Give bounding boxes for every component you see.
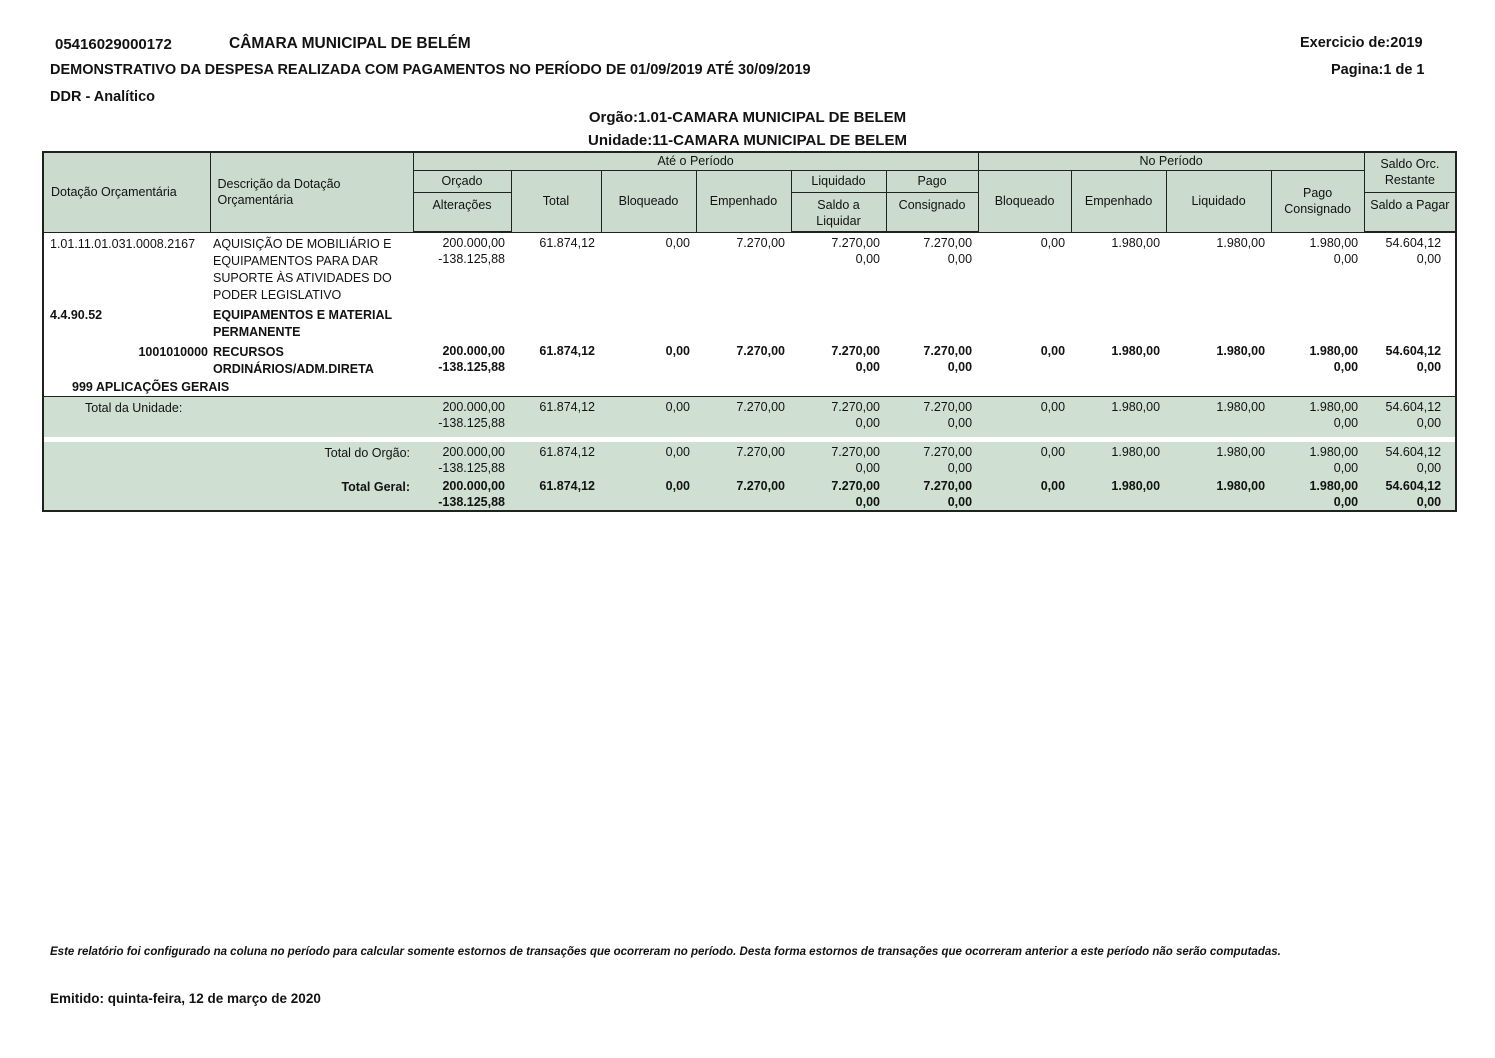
cell-empenhado: [696, 397, 791, 437]
description-line: EQUIPAMENTOS PARA DAR: [213, 253, 379, 268]
amount-line: 0,00: [665, 235, 690, 250]
amount-line: 7.270,00: [923, 478, 973, 493]
cell-liquidado: [791, 397, 886, 437]
description-line: AQUISIÇÃO DE MOBILIÁRIO E: [213, 236, 392, 251]
amount-line: 200.000,00: [442, 236, 505, 250]
page-number: Pagina:1 de 1: [1331, 62, 1425, 78]
amount-line: [696, 460, 785, 476]
cell-bloqueado: [601, 442, 696, 476]
description-line: ORDINÁRIOS/ADM.DIRETA: [213, 361, 374, 376]
amount-line: [1071, 359, 1160, 375]
cell-orcado: [413, 442, 511, 476]
amount-line: [601, 251, 690, 267]
amount-line: 200.000,00: [442, 400, 505, 414]
amount-line: 1.980,00: [1216, 343, 1266, 358]
amount-line: 1.980,00: [1216, 478, 1266, 493]
amount-line: 7.270,00: [831, 400, 880, 414]
cell-pago: [886, 476, 978, 511]
np-pago-line1: Pago: [1303, 186, 1333, 200]
cell-saldo: [1364, 397, 1456, 437]
description-line: SUPORTE ÀS ATIVIDADES DO: [213, 270, 392, 285]
amount-line: 0,00: [947, 252, 973, 266]
amount-line: 200.000,00: [442, 444, 505, 459]
amount-line: 7.270,00: [831, 444, 880, 459]
report-table: [42, 151, 1457, 512]
cell-np-liquidado: [1166, 476, 1271, 511]
amount-line: 0,00: [1416, 416, 1442, 430]
amount-line: 1.980,00: [1111, 478, 1161, 493]
amount-line: 61.874,12: [539, 235, 595, 250]
amount-line: [511, 494, 595, 510]
cell-total: [511, 442, 601, 476]
amount-line: 7.270,00: [923, 444, 973, 459]
col-header-total: Total: [511, 170, 601, 232]
amount-line: [696, 359, 785, 375]
col-header-np-liquidado: Liquidado: [1166, 170, 1271, 232]
unidade-line: Unidade:11-CAMARA MUNICIPAL DE BELEM: [588, 132, 907, 149]
cell-np-bloqueado: [978, 476, 1071, 511]
cell-np-pago: [1271, 397, 1364, 437]
cell-bloqueado: [601, 476, 696, 511]
amount-line: 0,00: [855, 460, 880, 475]
description-line: RECURSOS: [213, 344, 284, 359]
cell-code: 1.01.11.01.031.0008.2167: [50, 236, 196, 251]
amount-line: 1.980,00: [1111, 235, 1161, 250]
col-header-alteracoes: Alterações: [413, 192, 511, 232]
exercise-label: Exercicio de:2019: [1300, 35, 1423, 51]
cell-code: 1001010000: [138, 344, 208, 359]
amount-line: 0,00: [665, 343, 690, 358]
amount-line: 0,00: [855, 494, 880, 509]
cell-total: [511, 397, 601, 437]
cell-liquidado: [791, 232, 886, 304]
cell-pago: [886, 341, 978, 378]
cell-empty: [413, 304, 1456, 341]
description-line: PODER LEGISLATIVO: [213, 287, 342, 302]
amount-line: [1071, 251, 1160, 267]
col-header-descricao: [210, 152, 413, 232]
cell-pago: [886, 442, 978, 476]
amount-line: 1.980,00: [1309, 444, 1359, 459]
amount-line: 0,00: [665, 400, 690, 414]
amount-line: [1166, 415, 1265, 431]
amount-line: [978, 415, 1065, 431]
amount-line: [978, 251, 1065, 267]
amount-line: [1166, 460, 1265, 476]
description-line: PERMANENTE: [213, 324, 301, 339]
amount-line: 1.980,00: [1216, 444, 1266, 459]
amount-line: 7.270,00: [923, 400, 973, 414]
cell-np-empenhado: [1071, 442, 1166, 476]
cell-pago: [886, 397, 978, 437]
amount-line: 0,00: [1333, 416, 1359, 430]
cell-saldo: [1364, 476, 1456, 511]
cell-empenhado: [696, 476, 791, 511]
total-unidade-label: Total da Unidade:: [43, 397, 413, 437]
cell-description: [210, 304, 413, 341]
col-header-saldo-a-pagar: Saldo a Pagar: [1364, 192, 1456, 232]
amount-line: 0,00: [1416, 494, 1442, 509]
amount-line: 1.980,00: [1216, 235, 1266, 250]
amount-line: 1.980,00: [1216, 400, 1266, 414]
amount-line: [511, 460, 595, 476]
amount-line: 0,00: [1333, 359, 1359, 374]
amount-line: 1.980,00: [1111, 444, 1161, 459]
table-row-natureza: [43, 304, 1456, 341]
amount-line: [601, 359, 690, 375]
amount-line: [696, 251, 785, 267]
amount-line: [696, 494, 785, 510]
amount-line: 0,00: [1040, 478, 1066, 493]
amount-line: 1.980,00: [1111, 400, 1161, 414]
col-header-descricao-line1: Descrição da Dotação: [217, 177, 341, 192]
amount-line: 0,00: [1416, 460, 1442, 475]
amount-line: -138.125,88: [438, 252, 505, 266]
cell-liquidado: [791, 442, 886, 476]
amount-line: 0,00: [947, 416, 973, 430]
cell-saldo: [1364, 442, 1456, 476]
cell-saldo: [1364, 341, 1456, 378]
col-header-np-bloqueado: Bloqueado: [978, 170, 1071, 232]
table-row-total-unidade: [43, 397, 1456, 437]
amount-line: [601, 494, 690, 510]
amount-line: 0,00: [1040, 444, 1066, 459]
group-header-ate-o-periodo: Até o Período: [413, 152, 978, 170]
table-body: [43, 232, 1456, 511]
description-line: EQUIPAMENTOS E MATERIAL: [213, 307, 393, 322]
amount-line: 0,00: [855, 359, 880, 374]
cell-empenhado: [696, 442, 791, 476]
col-header-saldo-a-liquidar: Saldo a Liquidar: [791, 192, 886, 232]
orgao-line: Orgão:1.01-CAMARA MUNICIPAL DE BELEM: [588, 109, 907, 126]
amount-line: 7.270,00: [736, 343, 785, 358]
cell-np-bloqueado: [978, 341, 1071, 378]
amount-line: [1166, 251, 1265, 267]
amount-line: 0,00: [1416, 359, 1442, 374]
amount-line: 0,00: [1040, 400, 1066, 414]
table-row-total-geral: [43, 476, 1456, 511]
cell-np-liquidado: [1166, 397, 1271, 437]
amount-line: 200.000,00: [442, 478, 505, 493]
cell-saldo: [1364, 232, 1456, 304]
amount-line: 7.270,00: [923, 236, 973, 250]
amount-line: 7.270,00: [736, 235, 785, 250]
col-header-np-empenhado: Empenhado: [1071, 170, 1166, 232]
cell-np-liquidado: [1166, 341, 1271, 378]
cell-np-empenhado: [1071, 476, 1166, 511]
amount-line: [1071, 415, 1160, 431]
amount-line: -138.125,88: [438, 359, 505, 374]
amount-line: [978, 359, 1065, 375]
amount-line: 1.980,00: [1309, 478, 1359, 493]
np-pago-line2: Consignado: [1284, 202, 1351, 216]
amount-line: [1166, 494, 1265, 510]
amount-line: [1071, 494, 1160, 510]
amount-line: [978, 460, 1065, 476]
amount-line: [696, 415, 785, 431]
cell-np-empenhado: [1071, 341, 1166, 378]
cell-total: [511, 341, 601, 378]
amount-line: 0,00: [855, 416, 880, 430]
cell-description: [210, 232, 413, 304]
col-header-saldo-orc-restante: [1364, 152, 1456, 192]
amount-line: 7.270,00: [736, 478, 785, 493]
amount-line: [1166, 359, 1265, 375]
amount-line: 54.604,12: [1385, 478, 1442, 493]
amount-line: 0,00: [1416, 252, 1442, 266]
amount-line: [511, 359, 595, 375]
cell-empenhado: [696, 341, 791, 378]
amount-line: 0,00: [947, 359, 973, 374]
amount-line: 7.270,00: [831, 343, 880, 358]
cell-liquidado: [791, 341, 886, 378]
amount-line: 54.604,12: [1385, 236, 1442, 250]
cell-total: [511, 232, 601, 304]
col-header-empenhado: Empenhado: [696, 170, 791, 232]
cell-np-empenhado: [1071, 397, 1166, 437]
cell-np-pago: [1271, 476, 1364, 511]
amount-line: [978, 494, 1065, 510]
amount-line: 1.980,00: [1309, 400, 1359, 414]
saldo-line2: Restante: [1384, 173, 1435, 188]
cell-np-empenhado: [1071, 232, 1166, 304]
amount-line: 0,00: [947, 460, 973, 475]
amount-line: 54.604,12: [1385, 444, 1442, 459]
amount-line: 7.270,00: [923, 343, 973, 358]
cell-bloqueado: [601, 397, 696, 437]
table-row-fonte: [43, 341, 1456, 378]
cell-np-liquidado: [1166, 442, 1271, 476]
report-subtitle: DDR - Analítico: [50, 89, 155, 105]
amount-line: 0,00: [665, 478, 690, 493]
cell-pago: [886, 232, 978, 304]
amount-line: [601, 460, 690, 476]
amount-line: -138.125,88: [438, 460, 505, 475]
document-number: 05416029000172: [55, 36, 172, 53]
cell-np-liquidado: [1166, 232, 1271, 304]
amount-line: 0,00: [1333, 251, 1359, 266]
col-header-pago: Pago: [886, 170, 978, 192]
cell-description: [210, 341, 413, 378]
amount-line: 61.874,12: [539, 478, 595, 493]
amount-line: [601, 415, 690, 431]
cell-np-bloqueado: [978, 397, 1071, 437]
table-row-total-orgao: [43, 442, 1456, 476]
col-header-liquidado: Liquidado: [791, 170, 886, 192]
saldo-line1: Saldo Orc.: [1380, 157, 1440, 172]
amount-line: 7.270,00: [831, 478, 880, 493]
amount-line: 54.604,12: [1385, 343, 1442, 358]
col-header-np-pago-consignado: [1271, 170, 1364, 232]
amount-line: 7.270,00: [831, 236, 880, 250]
table-header: [43, 152, 1456, 232]
entity-name: CÂMARA MUNICIPAL DE BELÉM: [229, 35, 471, 52]
emitted-date: Emitido: quinta-feira, 12 de março de 2020: [50, 991, 321, 1006]
amount-line: -138.125,88: [438, 416, 505, 430]
amount-line: 0,00: [665, 444, 690, 459]
amount-line: -138.125,88: [438, 494, 505, 509]
cell-bloqueado: [601, 341, 696, 378]
amount-line: [511, 415, 595, 431]
amount-line: 0,00: [1333, 494, 1359, 509]
cell-liquidado: [791, 476, 886, 511]
cell-empty: [413, 378, 1456, 397]
cell-code: 4.4.90.52: [50, 307, 103, 322]
cell-bloqueado: [601, 232, 696, 304]
cell-orcado: [413, 341, 511, 378]
amount-line: [511, 251, 595, 267]
amount-line: [1071, 460, 1160, 476]
cell-orcado: [413, 476, 511, 511]
cell-np-bloqueado: [978, 232, 1071, 304]
cell-aplicacao-label: 999 APLICAÇÕES GERAIS: [72, 379, 230, 394]
cell-empenhado: [696, 232, 791, 304]
col-header-orcado: Orçado: [413, 170, 511, 192]
amount-line: 200.000,00: [442, 343, 505, 358]
amount-line: 7.270,00: [736, 444, 785, 459]
cell-orcado: [413, 232, 511, 304]
report-config-note: Este relatório foi configurado na coluna no período para calcular somente estornos de transações que ocorreram no período. Desta forma estornos de transações que ocorreram anterior a este período não serão computadas.: [50, 946, 1281, 958]
col-header-bloqueado: Bloqueado: [601, 170, 696, 232]
col-header-consignado: Consignado: [886, 192, 978, 232]
amount-line: 0,00: [1333, 460, 1359, 475]
total-orgao-label: Total do Orgão:: [43, 442, 413, 476]
amount-line: 54.604,12: [1385, 400, 1442, 414]
amount-line: 1.980,00: [1309, 235, 1359, 250]
cell-np-pago: [1271, 232, 1364, 304]
amount-line: 0,00: [1040, 343, 1066, 358]
amount-line: 0,00: [1040, 235, 1066, 250]
amount-line: 0,00: [947, 494, 973, 509]
amount-line: 7.270,00: [736, 400, 785, 414]
total-geral-label: Total Geral:: [43, 476, 413, 511]
col-header-descricao-line2: Orçamentária: [217, 193, 294, 208]
amount-line: 61.874,12: [539, 444, 595, 459]
table-row-aplicacao: [43, 378, 1456, 397]
report-title: DEMONSTRATIVO DA DESPESA REALIZADA COM PAGAMENTOS NO PERÍODO DE 01/09/2019 ATÉ 30/09/2019: [50, 62, 811, 78]
amount-line: 61.874,12: [539, 343, 595, 358]
amount-line: 0,00: [855, 252, 880, 266]
group-header-no-periodo: No Período: [978, 152, 1364, 170]
amount-line: 1.980,00: [1111, 343, 1161, 358]
amount-line: 1.980,00: [1309, 343, 1359, 358]
cell-np-pago: [1271, 442, 1364, 476]
cell-total: [511, 476, 601, 511]
cell-np-pago: [1271, 341, 1364, 378]
col-header-dotacao: Dotação Orçamentária: [43, 152, 210, 232]
cell-orcado: [413, 397, 511, 437]
table-row-dotacao: [43, 232, 1456, 304]
amount-line: 61.874,12: [539, 400, 595, 414]
cell-np-bloqueado: [978, 442, 1071, 476]
